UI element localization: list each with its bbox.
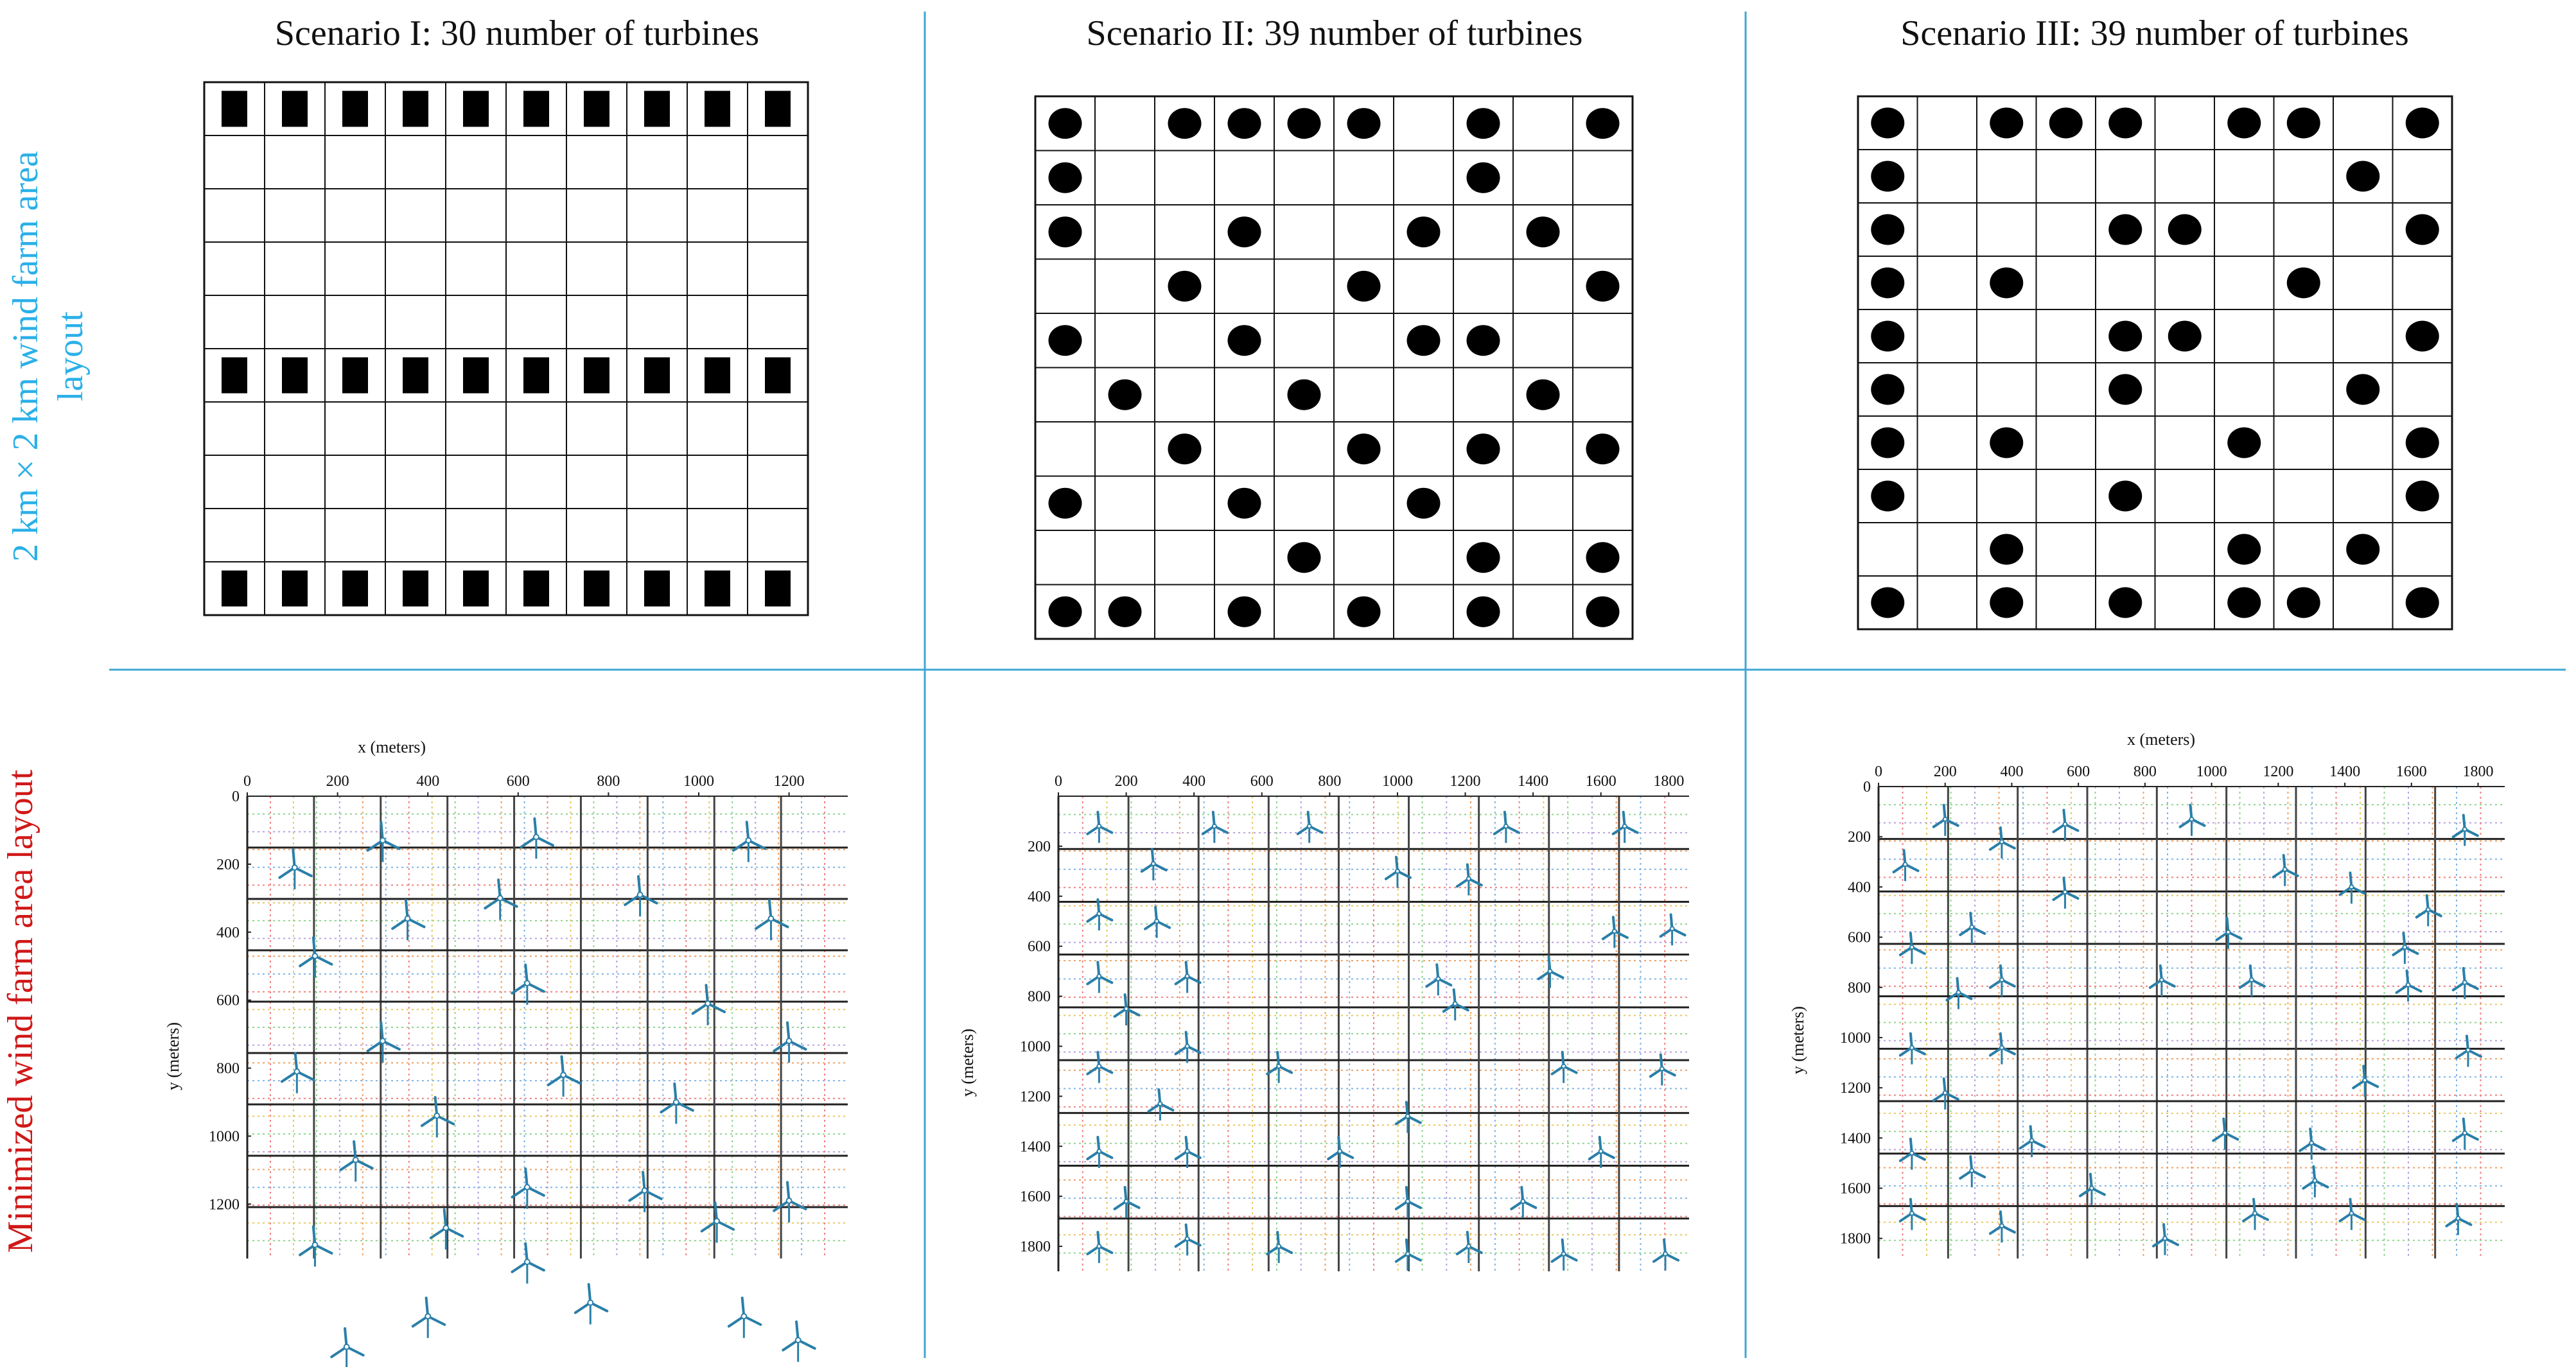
scenario-1-grid (204, 82, 808, 615)
turbine-icon (1087, 962, 1112, 993)
turbine-marker (2346, 374, 2379, 405)
turbine-marker (705, 571, 730, 607)
turbine-icon (1087, 812, 1112, 843)
turbine-marker (2049, 108, 2083, 139)
turbine-marker (282, 91, 308, 127)
turbine-icon (1934, 805, 1958, 836)
turbine-marker (403, 571, 428, 607)
layout-plot-2 (958, 773, 1689, 1271)
turbine-marker (1288, 542, 1321, 573)
turbine-icon (1539, 957, 1563, 988)
turbine-icon (1087, 1052, 1112, 1083)
turbine-icon (2303, 1167, 2327, 1197)
x-tick-label: 0 (243, 773, 251, 790)
x-tick-label: 800 (597, 773, 620, 790)
turbine-icon (693, 985, 724, 1025)
turbine-icon (2053, 878, 2078, 909)
turbine-marker (1049, 162, 1082, 193)
turbine-icon (2080, 1174, 2105, 1205)
turbine-icon (1960, 1156, 1985, 1187)
turbine-marker (1467, 542, 1500, 573)
x-tick-label: 1200 (1450, 773, 1481, 790)
turbine-marker (403, 91, 428, 127)
x-tick-label: 1200 (773, 773, 805, 790)
scenario-3-title: Scenario III: 39 number of turbines (1900, 13, 2409, 53)
turbine-marker (644, 358, 670, 394)
turbine-marker (342, 91, 368, 127)
turbine-marker (2287, 588, 2320, 618)
turbine-marker (342, 571, 368, 607)
turbine-marker (523, 358, 549, 394)
turbine-marker (1049, 216, 1082, 247)
turbine-marker (1347, 433, 1381, 464)
turbine-icon (1148, 1090, 1173, 1120)
y-tick-label: 1000 (1020, 1038, 1051, 1056)
turbine-icon (1087, 1137, 1112, 1168)
turbine-marker (1586, 433, 1620, 464)
y-tick-label: 600 (1028, 938, 1051, 955)
turbine-icon (2274, 855, 2298, 886)
turbine-icon (340, 1142, 372, 1181)
turbine-icon (368, 822, 399, 862)
turbine-marker (2406, 588, 2439, 618)
turbine-marker (584, 358, 609, 394)
turbine-marker (2406, 481, 2439, 512)
y-tick-label: 1000 (209, 1128, 240, 1145)
turbine-marker (342, 358, 368, 394)
turbine-marker (282, 571, 308, 607)
x-tick-label: 0 (1875, 763, 1882, 780)
x-tick-label: 1000 (1381, 773, 1413, 790)
y-tick-label: 200 (216, 856, 240, 873)
turbine-marker (1049, 325, 1082, 356)
turbine-marker (1990, 108, 2023, 139)
turbine-icon (2446, 1204, 2471, 1235)
turbine-marker (463, 571, 489, 607)
turbine-marker (2346, 161, 2379, 192)
turbine-marker (2227, 534, 2261, 565)
turbine-icon (422, 1097, 453, 1137)
turbine-marker (1347, 596, 1381, 627)
turbine-marker (1467, 433, 1500, 464)
x-tick-label: 400 (416, 773, 440, 790)
turbine-marker (2406, 428, 2439, 458)
turbine-marker (1228, 325, 1261, 356)
y-tick-label: 1400 (1020, 1138, 1051, 1156)
turbine-icon (1426, 964, 1451, 995)
turbine-marker (1407, 216, 1441, 247)
row-label-top-line1: 2 km × 2 km wind farm area (6, 151, 46, 562)
y-tick-label: 1400 (1840, 1130, 1871, 1147)
turbine-marker (1871, 268, 1904, 299)
turbine-marker (1407, 488, 1441, 519)
x-tick-label: 200 (1933, 763, 1957, 780)
turbine-icon (625, 876, 656, 916)
turbine-marker (1049, 596, 1082, 627)
turbine-icon (1990, 966, 2015, 997)
turbine-marker (2287, 268, 2320, 299)
turbine-icon (1142, 849, 1166, 880)
y-tick-label: 0 (232, 788, 240, 805)
turbine-marker (1168, 271, 1202, 302)
turbine-marker (1288, 108, 1321, 139)
turbine-icon (1267, 1052, 1292, 1083)
turbine-icon (1087, 1232, 1112, 1263)
turbine-icon (1893, 850, 1918, 881)
turbine-marker (705, 91, 730, 127)
y-tick-label: 1200 (1840, 1080, 1871, 1097)
turbine-icon (2453, 815, 2478, 846)
turbine-icon (2393, 933, 2417, 964)
turbine-icon (2053, 810, 2078, 841)
turbine-marker (1347, 271, 1381, 302)
turbine-marker (1407, 325, 1441, 356)
turbine-marker (2108, 588, 2142, 618)
x-tick-label: 1400 (2329, 763, 2361, 780)
turbine-marker (403, 358, 428, 394)
turbine-marker (2406, 108, 2439, 139)
turbine-icon (512, 965, 543, 1005)
turbine-marker (1168, 433, 1202, 464)
turbine-icon (1203, 812, 1227, 843)
turbine-marker (705, 358, 730, 394)
turbine-marker (765, 571, 791, 607)
turbine-marker (1288, 379, 1321, 410)
y-tick-label: 1800 (1840, 1230, 1871, 1248)
y-tick-label: 400 (1848, 879, 1871, 896)
y-tick-label: 400 (216, 924, 240, 941)
x-tick-label: 1200 (2263, 763, 2294, 780)
turbine-icon (1603, 917, 1627, 948)
scenario-1-title: Scenario I: 30 number of turbines (274, 13, 760, 53)
turbine-marker (2346, 534, 2379, 565)
turbine-icon (1590, 1137, 1614, 1168)
turbine-marker (2287, 108, 2320, 139)
turbine-marker (222, 571, 247, 607)
row-label-bottom: Minimized wind farm area layout (1, 769, 40, 1253)
x-tick-label: 1600 (1585, 773, 1617, 790)
turbine-icon (512, 1244, 543, 1284)
turbine-icon (368, 1023, 399, 1063)
turbine-icon (1267, 1232, 1292, 1263)
turbine-icon (331, 1328, 363, 1367)
turbine-marker (2168, 321, 2202, 352)
turbine-icon (2300, 1129, 2324, 1160)
turbine-marker (584, 571, 609, 607)
turbine-marker (1990, 268, 2023, 299)
turbine-marker (1527, 216, 1560, 247)
turbine-marker (1467, 325, 1500, 356)
turbine-marker (1871, 428, 1904, 458)
turbine-icon (1990, 828, 2015, 858)
x-tick-label: 800 (2133, 763, 2157, 780)
plot-3-xlabel: x (meters) (2126, 730, 2196, 749)
turbine-marker (463, 358, 489, 394)
scenario-2-title: Scenario II: 39 number of turbines (1086, 13, 1583, 53)
turbine-marker (222, 358, 247, 394)
turbine-marker (2108, 108, 2142, 139)
turbine-icon (729, 1298, 760, 1337)
turbine-icon (282, 1053, 313, 1093)
y-tick-label: 800 (1028, 988, 1051, 1006)
y-tick-label: 1200 (209, 1196, 240, 1214)
turbine-marker (765, 91, 791, 127)
x-tick-label: 600 (2067, 763, 2090, 780)
y-tick-label: 1000 (1840, 1029, 1871, 1047)
turbine-marker (1228, 488, 1261, 519)
turbine-icon (1654, 1240, 1678, 1271)
turbine-icon (783, 1321, 814, 1361)
plot-1-xlabel: x (meters) (357, 738, 426, 756)
turbine-marker (584, 91, 609, 127)
turbine-marker (1586, 596, 1620, 627)
x-tick-label: 400 (1182, 773, 1206, 790)
turbine-icon (1511, 1187, 1536, 1218)
x-tick-label: 600 (506, 773, 530, 790)
turbine-icon (2453, 1119, 2478, 1150)
turbine-icon (1145, 907, 1170, 938)
turbine-marker (2108, 481, 2142, 512)
y-tick-label: 1800 (1020, 1239, 1051, 1256)
turbine-marker (2108, 214, 2142, 245)
turbine-marker (1586, 542, 1620, 573)
turbine-icon (1457, 1232, 1482, 1263)
turbine-marker (644, 91, 670, 127)
turbine-icon (1115, 1187, 1139, 1218)
y-tick-label: 1600 (1020, 1189, 1051, 1206)
turbine-icon (548, 1057, 580, 1097)
turbine-marker (523, 571, 549, 607)
turbine-marker (1871, 214, 1904, 245)
turbine-icon (279, 849, 311, 889)
turbine-icon (1386, 857, 1410, 888)
y-tick-label: 800 (216, 1060, 240, 1077)
turbine-marker (1871, 481, 1904, 512)
x-tick-label: 1400 (1518, 773, 1549, 790)
turbine-marker (1586, 108, 1620, 139)
turbine-marker (1871, 588, 1904, 618)
turbine-marker (1467, 108, 1500, 139)
turbine-marker (1049, 108, 1082, 139)
turbine-icon (1934, 1079, 1958, 1110)
turbine-marker (2406, 321, 2439, 352)
y-tick-label: 600 (216, 992, 240, 1009)
plot-1-ylabel: y (meters) (164, 1022, 182, 1091)
turbine-icon (575, 1284, 607, 1324)
turbine-icon (2240, 966, 2265, 997)
turbine-icon (2417, 896, 2441, 927)
plot-2-ylabel: y (meters) (958, 1028, 977, 1097)
x-tick-label: 800 (1318, 773, 1342, 790)
turbine-icon (2180, 805, 2205, 836)
turbine-icon (702, 1203, 733, 1242)
x-tick-label: 1600 (2396, 763, 2427, 780)
turbine-marker (1586, 271, 1620, 302)
turbine-icon (1552, 1052, 1577, 1083)
plot-3-ylabel: y (meters) (1789, 1006, 1807, 1075)
turbine-marker (1108, 379, 1142, 410)
y-tick-label: 1200 (1020, 1088, 1051, 1106)
scenario-2-grid (1035, 96, 1633, 639)
turbine-marker (1347, 108, 1381, 139)
y-tick-label: 0 (1863, 779, 1871, 796)
turbine-icon (733, 822, 765, 862)
turbine-icon (1115, 995, 1139, 1025)
turbine-marker (222, 91, 247, 127)
turbine-icon (2150, 966, 2175, 997)
row-label-top-line2: layout (51, 311, 91, 401)
turbine-marker (2227, 588, 2261, 618)
y-tick-label: 200 (1028, 838, 1051, 855)
turbine-marker (1871, 108, 1904, 139)
turbine-icon (300, 937, 331, 977)
turbine-marker (2108, 374, 2142, 405)
layout-plot-3 (1789, 730, 2505, 1258)
turbine-marker (523, 91, 549, 127)
turbine-marker (1228, 108, 1261, 139)
turbine-marker (1049, 488, 1082, 519)
turbine-marker (2406, 214, 2439, 245)
turbine-icon (1990, 1212, 2015, 1242)
turbine-marker (644, 571, 670, 607)
turbine-marker (1871, 374, 1904, 405)
turbine-icon (521, 819, 553, 858)
x-tick-label: 1000 (2196, 763, 2227, 780)
turbine-icon (1087, 900, 1112, 930)
y-tick-label: 600 (1848, 929, 1871, 946)
turbine-marker (2227, 108, 2261, 139)
turbine-icon (1960, 913, 1985, 944)
turbine-marker (1467, 162, 1500, 193)
layout-plot-1 (164, 738, 848, 1367)
turbine-marker (1228, 596, 1261, 627)
turbine-icon (512, 1169, 543, 1208)
turbine-marker (1168, 108, 1202, 139)
x-tick-label: 600 (1250, 773, 1274, 790)
turbine-marker (1990, 588, 2023, 618)
turbine-marker (1527, 379, 1560, 410)
turbine-marker (1228, 216, 1261, 247)
turbine-marker (1871, 161, 1904, 192)
x-tick-label: 200 (326, 773, 349, 790)
turbine-marker (1871, 321, 1904, 352)
turbine-marker (2227, 428, 2261, 458)
x-tick-label: 1800 (2462, 763, 2494, 780)
y-tick-label: 200 (1848, 829, 1871, 846)
turbine-marker (765, 358, 791, 394)
y-tick-label: 800 (1848, 979, 1871, 997)
turbine-marker (463, 91, 489, 127)
turbine-marker (1990, 534, 2023, 565)
turbine-icon (413, 1298, 444, 1337)
turbine-marker (1467, 596, 1500, 627)
scenario-3-grid (1858, 96, 2452, 629)
x-tick-label: 1000 (683, 773, 715, 790)
turbine-icon (1494, 812, 1519, 843)
turbine-marker (1990, 428, 2023, 458)
turbine-icon (1552, 1240, 1577, 1271)
turbine-icon (1900, 933, 1925, 964)
y-tick-label: 400 (1028, 888, 1051, 905)
turbine-marker (282, 358, 308, 394)
turbine-marker (2108, 321, 2142, 352)
x-tick-label: 1800 (1653, 773, 1685, 790)
x-tick-label: 200 (1114, 773, 1138, 790)
x-tick-label: 0 (1055, 773, 1062, 790)
turbine-icon (300, 1226, 331, 1266)
x-tick-label: 400 (2000, 763, 2024, 780)
turbine-marker (2168, 214, 2202, 245)
y-tick-label: 1600 (1840, 1180, 1871, 1197)
turbine-marker (1108, 596, 1142, 627)
